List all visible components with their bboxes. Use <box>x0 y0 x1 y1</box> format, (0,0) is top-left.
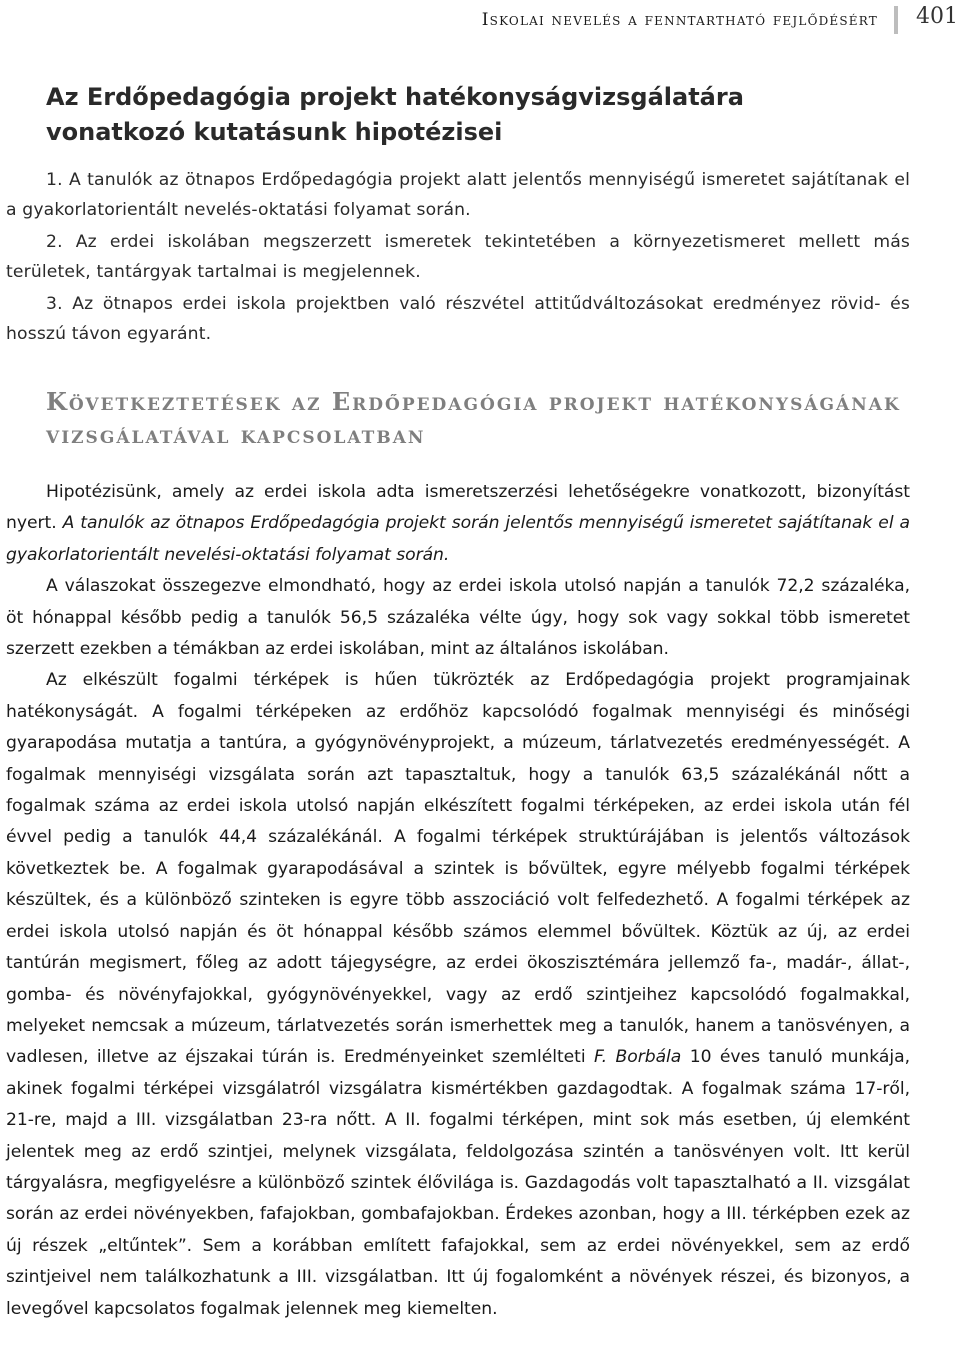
section-title: Az Erdőpedagógia projekt hatékonyságvizsgálatára vonatkozó kutatásunk hipotézisei <box>46 83 744 146</box>
paragraph-3 <box>6 665 910 1325</box>
header-divider <box>894 6 898 34</box>
paragraph-3-text-start: Az elkészült fogalmi térképek is hűen tükrözték az Erdőpedagógia projekt programjainak hatékonyságát. A fogalmi térképeken az erdőhöz kapcsolódó fogalmak mennyiségi és minőségi gyarapodása mutatja a tantúra, a gyógynövényprojekt, a múzeum, tárlatvezetés eredményességét. A fogalmak mennyiségi vizsgálata során azt tapasztaltuk, hogy a tanulók 63,5 százalékánál nőtt a fogalmak száma az erdei iskola utolsó napján elkészített fogalmi térképeken, az erdei iskola után fél évvel pedig a tanulók 44,4 százalékánál. A fogalmi térképek struktúrájában is jelentős változások következtek be. A fogalmak gyarapodásával a szintek is bővültek, egyre mélyebb fogalmi térképek készültek, és a különböző szinteken is egyre több asszociáció volt felfedezhető. A fogalmi térképek az erdei iskola utolsó napján és öt hónappal később számos elemmel bővültek. Köztük az új, az erdei tantúrán megismert, főleg az adott tájegységre, az erdei ökoszisztémára jellemző fa-, madár-, állat-, gomba- és növényfajokkal, gyógynövényekkel, vagy az erdő szintjeihez kapcsolódó fogalmakkal, melyeket nemcsak a múzeum, tárlatvezetés során ismerhettek meg a tanulók, hanem a tanösvényen, a vadlesen, illetve az éjszakai túrán is. Eredményeinket szemlélteti <box>6 670 910 1068</box>
page-number: 401 <box>916 4 958 29</box>
hypothesis-3: 3. Az ötnapos erdei iskola projektben való részvétel attitűdváltozásokat eredményez rövid- és hosszú távon egyaránt. <box>6 294 910 344</box>
hypothesis-1: 1. A tanulók az ötnapos Erdőpedagógia projekt alatt jelentős mennyiségű ismeretet sajátítanak el a gyakorlatorientált nevelés-oktatási folyamat során. <box>6 170 910 220</box>
paragraph-3-text-end: 10 éves tanuló munkája, akinek fogalmi térképei vizsgálatról vizsgálatra kismértékben gazdagodtak. A fogalmak száma 17-ről, 21-re, majd a III. vizsgálatban 23-ra nőtt. A II. fogalmi térképen, mint sok más esetben, új elemként jelentek meg az erdő szintjei, melynek vizsgálata, feldolgozása szintén a tanösvényen volt. Itt kerül tárgyalásra, megfigyelésre a különböző szintek élővilága is. Gazdagodás volt tapasztalható a II. vizsgálat során az erdei növényekben, fafajokban, gombafajokban. Érdekes azonban, hogy a III. térképben ezek az új részek „eltűntek”. Sem a korábban említett fafajokkal, sem az erdei növényekkel, sem az erdő szintjeivel nem találkozhatunk a III. vizsgálatban. Itt új fogalomként a növények részei, és bizonyos, a levegővel kapcsolatos fogalmak jelennek meg kiemelten. <box>6 1047 910 1319</box>
page-content <box>6 80 910 1325</box>
paragraph-2: A válaszokat összegezve elmondható, hogy az erdei iskola utolsó napján a tanulók 72,2 százaléka, öt hónappal később pedig a tanulók 56,5 százaléka vélte úgy, hogy sok vagy sokkal több ismeretet szerzett ezekben a témákban az erdei iskolában, mint az általános iskolában. <box>6 576 910 660</box>
conclusions-body <box>6 477 910 1325</box>
paragraph-1-text: Hipotézisünk, amely az erdei iskola adta ismeretszerzési lehetőségekre vonatkozott, bizonyítást nyert. <box>6 482 910 534</box>
hypothesis-2: 2. Az erdei iskolában megszerzett ismeretek tekintetében a környezetismeret mellett más területek, tantárgyak tartalmai is megjelennek. <box>6 232 910 282</box>
paragraph-1 <box>6 477 910 571</box>
hypotheses-list <box>6 166 910 349</box>
running-title: Iskolai nevelés a fenntartható fejlődésért <box>481 10 878 30</box>
student-name: F. Borbála <box>594 1047 682 1068</box>
paragraph-1-italic: A tanulók az ötnapos Erdőpedagógia projekt során jelentős mennyiségű ismeretet sajátítanak el a gyakorlatorientált nevelési-oktatási folyamat során. <box>6 513 910 565</box>
running-head <box>482 6 908 34</box>
conclusions-title: Következtetések az Erdőpedagógia projekt hatékonyságának vizsgálatával kapcsolatban <box>46 387 901 449</box>
